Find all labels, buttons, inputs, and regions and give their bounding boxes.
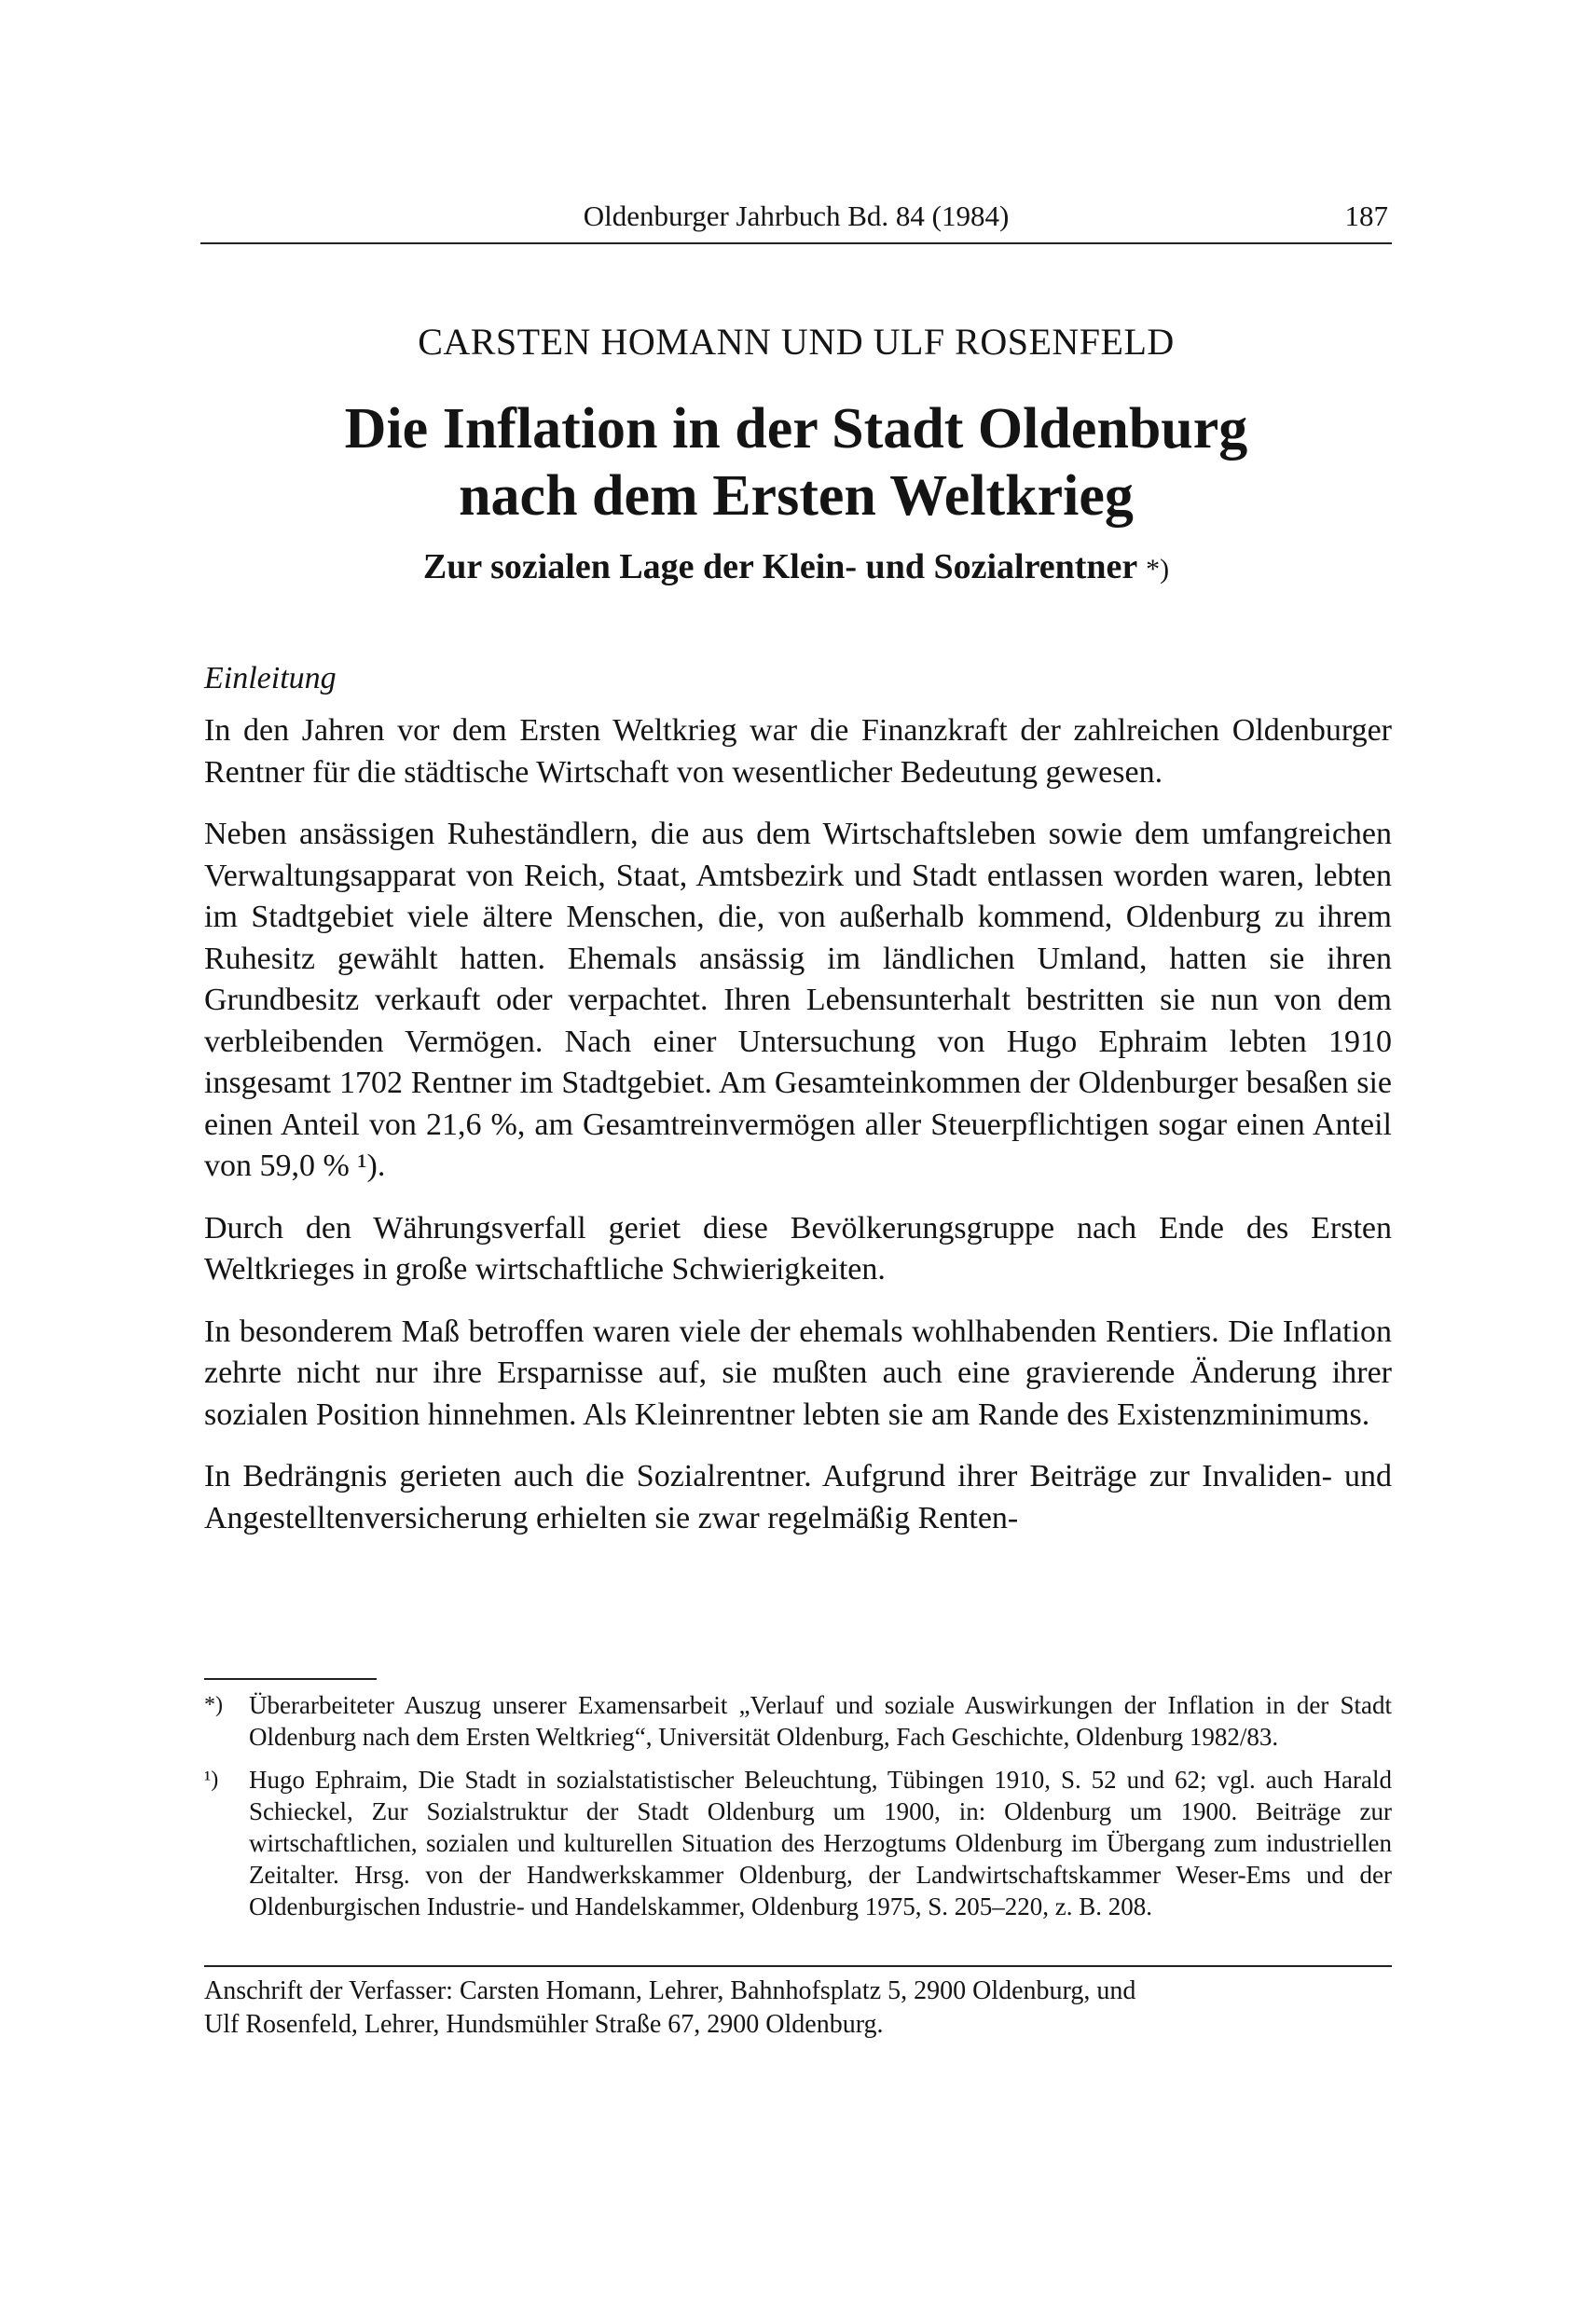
title-line-2: nach dem Ersten Weltkrieg [459, 464, 1134, 528]
subtitle-text: Zur sozialen Lage der Klein- und Sozialrentner [422, 547, 1137, 586]
paragraph: In Bedrängnis gerieten auch die Sozialrentner. Aufgrund ihrer Beiträge zur Invaliden- und Angestelltenversicherung erhielten sie zwar regelmäßig Renten- [204, 1459, 1392, 1535]
footnote-mark: *) [204, 1693, 223, 1717]
paragraph: Neben ansässigen Ruheständlern, die aus dem Wirtschaftsleben sowie dem umfangreichen Verwaltungsapparat von Reich, Staat, Amtsbezirk und Stadt entlassen worden waren, lebten im Stadtgebiet viele ältere Menschen, die, von außerhalb kommend, Oldenburg zu ihrem Ruhesitz gewählt hatten. Ehemals ansässig im ländlichen Umland, hatten sie ihren Grundbesitz verkauft oder verpachtet. Ihren Lebensunterhalt bestritten sie nun von dem verbleibenden Vermögen. Nach einer Untersuchung von Hugo Ephraim lebten 1910 insgesamt 1702 Rentner im Stadtgebiet. Am Gesamteinkommen der Oldenburger besaßen sie einen Anteil von 21,6 %, am Gesamtreinvermögen aller Steuerpflichtigen sogar einen Anteil von 59,0 % ¹). [204, 817, 1392, 1183]
footnote-text: Hugo Ephraim, Die Stadt in sozialstatistischer Beleuchtung, Tübingen 1910, S. 52 und 62; vgl. auch Harald Schieckel, Zur Sozialstruktur der Stadt Oldenburg um 1900, in: Oldenburg um 1900. Beiträge zur wirtschaftlichen, sozialen und kulturellen Situation des Herzogtums Oldenburg im Übergang zum industriellen Zeitalter. Hrsg. von der Handwerkskammer Oldenburg, der Landwirtschaftskammer Weser-Ems und der Oldenburgischen Industrie- und Handelskammer, Oldenburg 1975, S. 205–220, z. B. 208. [249, 1766, 1392, 1920]
paragraph: In besonderem Maß betroffen waren viele der ehemals wohlhabenden Rentiers. Die Inflation zehrte nicht nur ihre Ersparnisse auf, sie mußten auch eine gravierende Änderung ihrer sozialen Position hinnehmen. Als Kleinrentner lebten sie am Rande des Existenzminimums. [204, 1314, 1392, 1432]
running-head [200, 192, 1392, 241]
article-authors: CARSTEN HOMANN UND ULF ROSENFELD [418, 321, 1175, 363]
journal-title: Oldenburger Jahrbuch Bd. 84 (1984) [583, 200, 1010, 232]
author-address [204, 1975, 1392, 2042]
address-line-1: Anschrift der Verfasser: Carsten Homann, Lehrer, Bahnhofsplatz 5, 2900 Oldenburg, und [204, 1976, 1136, 2005]
footnote-mark: ¹) [204, 1768, 219, 1792]
header-rule [200, 242, 1392, 244]
article-title [200, 395, 1392, 530]
address-line-2: Ulf Rosenfeld, Lehrer, Hundsmühler Straße 67, 2900 Oldenburg. [204, 2010, 884, 2039]
address-rule [204, 1965, 1392, 1967]
page-number: 187 [1344, 200, 1388, 232]
title-line-1: Die Inflation in der Stadt Oldenburg [344, 397, 1248, 461]
footnote [204, 1764, 1392, 1922]
paragraph: Durch den Währungsverfall geriet diese Bevölkerungsgruppe nach Ende des Ersten Weltkrieges in große wirtschaftliche Schwierigkeiten. [204, 1210, 1392, 1287]
subtitle-footnote-mark: *) [1146, 554, 1170, 585]
body-text [204, 710, 1392, 1539]
article-subtitle [200, 544, 1392, 592]
section-heading: Einleitung [204, 661, 337, 695]
paragraph: In den Jahren vor dem Ersten Weltkrieg war die Finanzkraft der zahlreichen Oldenburger Rentner für die städtische Wirtschaft von wesentlicher Bedeutung gewesen. [204, 713, 1392, 790]
footnotes [204, 1689, 1392, 1934]
footnote-text: Überarbeiteter Auszug unserer Examensarbeit „Verlauf und soziale Auswirkungen der Inflation in der Stadt Oldenburg nach dem Ersten Weltkrieg“, Universität Oldenburg, Fach Geschichte, Oldenburg 1982/83. [249, 1691, 1392, 1751]
footnote-rule [204, 1678, 377, 1680]
footnote [204, 1689, 1392, 1753]
